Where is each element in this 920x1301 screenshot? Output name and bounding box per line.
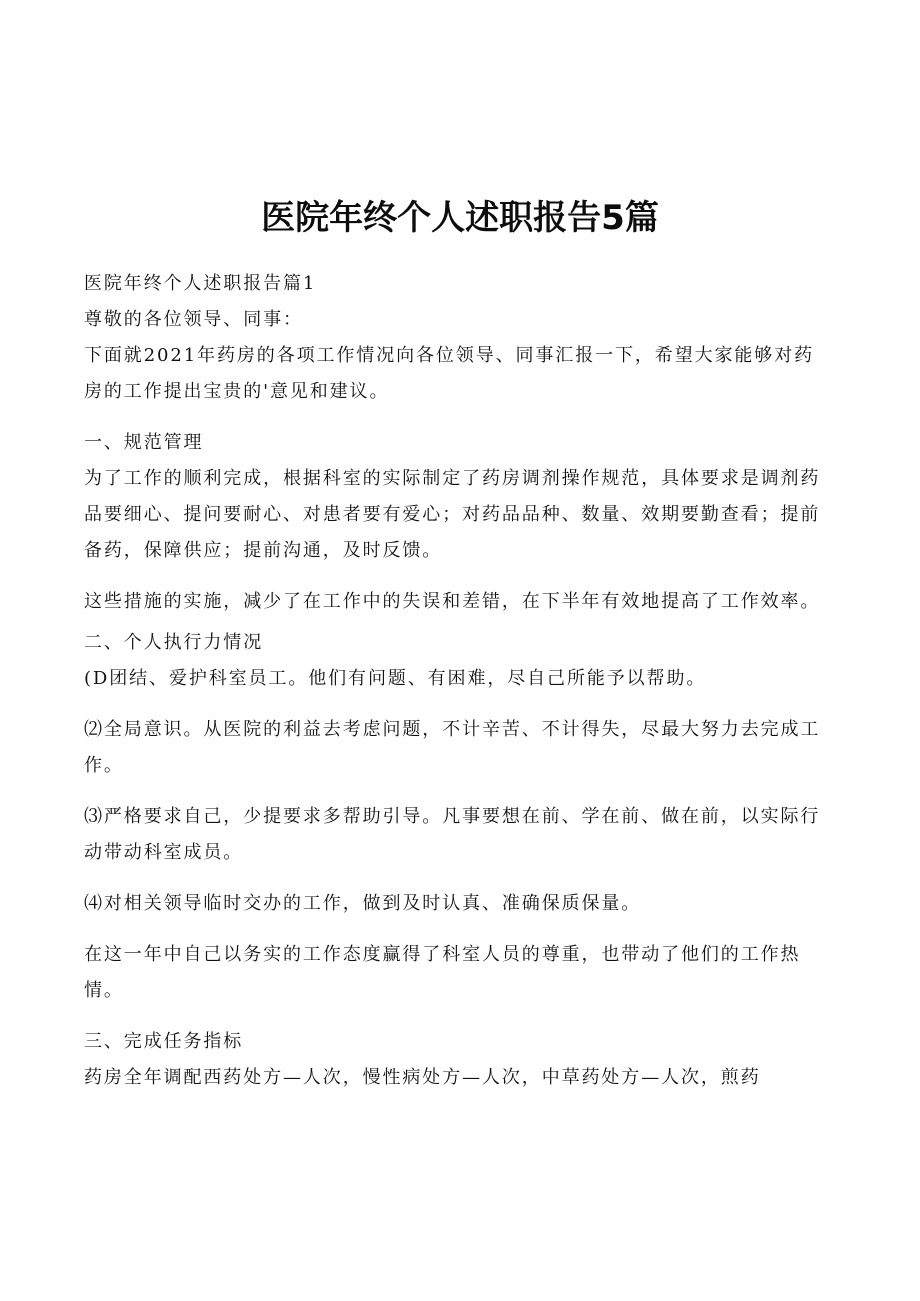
list-item-unity: (D团结、爱护科室员工。他们有问题、有困难，尽自己所能予以帮助。	[84, 668, 707, 689]
paragraph-prescription-stats: 药房全年调配西药处方—人次，慢性病处方—人次，中草药处方—人次，煎药	[84, 1067, 761, 1088]
section-subtitle: 医院年终个人述职报告篇1	[84, 273, 317, 294]
paragraph-year-summary: 在这一年中自己以务实的工作态度赢得了科室人员的尊重，也带动了他们的工作热情。	[84, 944, 801, 1001]
intro-paragraph: 下面就2021年药房的各项工作情况向各位领导、同事汇报一下，希望大家能够对药房的工作提出宝贵的'意见和建议。	[84, 345, 815, 402]
heading-task-indicators: 三、完成任务指标	[84, 1031, 244, 1052]
list-item-overall-awareness: ⑵全局意识。从医院的利益去考虑问题，不计辛苦、不计得失，尽最大努力去完成工作。	[84, 719, 821, 776]
salutation: 尊敬的各位领导、同事：	[84, 309, 303, 330]
list-item-strict-requirements: ⑶严格要求自己，少提要求多帮助引导。凡事要想在前、学在前、做在前，以实际行动带动科室成员。	[84, 806, 821, 863]
document-body	[84, 266, 830, 1096]
paragraph-measures-result: 这些措施的实施，减少了在工作中的失误和差错，在下半年有效地提高了工作效率。	[84, 591, 821, 612]
list-item-assigned-work: ⑷对相关领导临时交办的工作，做到及时认真、准确保质保量。	[84, 893, 642, 914]
heading-execution: 二、个人执行力情况	[84, 632, 264, 653]
document-title: 医院年终个人述职报告5篇	[261, 198, 659, 238]
paragraph-management-measures: 为了工作的顺利完成，根据科室的实际制定了药房调剂操作规范，具体要求是调剂药品要细心、提问要耐心、对患者要有爱心；对药品品种、数量、效期要勤查看；提前备药，保障供应；提前沟通，及时反馈。	[84, 468, 821, 561]
heading-standard-management: 一、规范管理	[84, 432, 204, 453]
